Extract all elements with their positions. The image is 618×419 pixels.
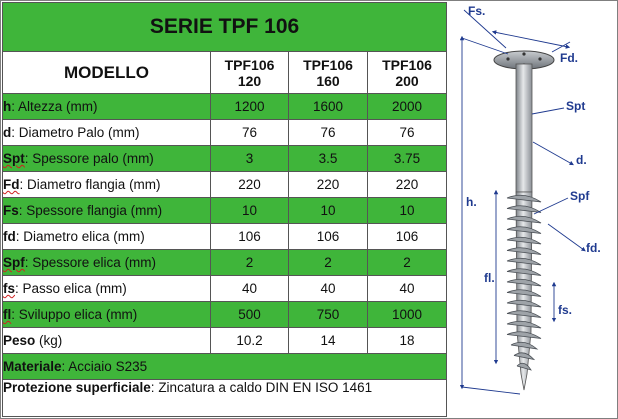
- model-header-line1: TPF106: [224, 56, 275, 73]
- h-extension-top: [462, 38, 508, 54]
- materiale-value: Acciaio S235: [68, 359, 148, 374]
- spec-label-cell: Spt: Spessore palo (mm): [3, 146, 211, 172]
- spec-label: Sviluppo elica (mm): [18, 307, 138, 322]
- pile-shaft: [516, 64, 532, 192]
- spec-row: [3, 328, 447, 354]
- spec-table: [2, 2, 447, 417]
- screw-pile-diagram: [448, 2, 616, 416]
- spec-value: 2: [289, 250, 368, 276]
- spec-abbr: Peso: [3, 333, 36, 348]
- spec-value: 106: [289, 224, 368, 250]
- spec-abbr: Spf: [3, 255, 25, 270]
- spec-label-cell: h: Altezza (mm): [3, 94, 211, 120]
- label-fd-helix: fd.: [586, 241, 601, 255]
- spec-abbr: fs: [3, 281, 16, 296]
- model-header-line2: 160: [316, 72, 340, 89]
- materiale-cell: Materiale: Acciaio S235: [3, 354, 447, 380]
- spec-value: 1000: [368, 302, 447, 328]
- spec-abbr: Fs: [3, 203, 19, 218]
- spec-label: Diametro flangia (mm): [27, 177, 161, 192]
- label-fl: fl.: [484, 271, 495, 285]
- spec-value: 10: [289, 198, 368, 224]
- spec-value: 40: [289, 276, 368, 302]
- label-fs-helix: fs.: [558, 303, 573, 317]
- spec-label-cell: Fs: Spessore flangia (mm): [3, 198, 211, 224]
- spec-value: 2000: [368, 94, 447, 120]
- modello-header: MODELLO: [3, 52, 211, 94]
- flange-hole: [538, 57, 541, 60]
- model-header: [368, 52, 447, 94]
- spec-label-cell: fs: Passo elica (mm): [3, 276, 211, 302]
- spec-value: 3.5: [289, 146, 368, 172]
- spec-abbr: fd: [3, 229, 16, 244]
- spec-abbr: d: [3, 125, 12, 140]
- spec-row: [3, 94, 447, 120]
- protezione-cell: Protezione superficiale: Zincatura a caldo DIN EN ISO 1461: [3, 380, 447, 417]
- spec-label-cell: d: Diametro Palo (mm): [3, 120, 211, 146]
- model-header-line1: TPF106: [303, 56, 353, 73]
- spec-value: 2: [211, 250, 289, 276]
- spec-label-cell: fl: Sviluppo elica (mm): [3, 302, 211, 328]
- spec-value: 3.75: [368, 146, 447, 172]
- spec-abbr: Spt: [3, 151, 25, 166]
- protezione-value: Zincatura a caldo DIN EN ISO 1461: [158, 380, 373, 395]
- spec-row: [3, 224, 447, 250]
- spec-value: 10.2: [211, 328, 289, 354]
- spec-label-cell: fd: Diametro elica (mm): [3, 224, 211, 250]
- protezione-label: Protezione superficiale: [3, 380, 151, 395]
- spec-value: 76: [368, 120, 447, 146]
- spec-abbr: fl: [3, 307, 12, 322]
- label-h: h.: [466, 195, 477, 209]
- spec-value: 1600: [289, 94, 368, 120]
- spec-label: Spessore flangia (mm): [26, 203, 163, 218]
- spec-value: 18: [368, 328, 447, 354]
- label-spt: Spt: [566, 99, 586, 113]
- label-spf: Spf: [570, 189, 590, 203]
- spec-row: [3, 146, 447, 172]
- spec-label: Passo elica (mm): [22, 281, 127, 296]
- d-leader: [533, 142, 572, 164]
- model-header: [289, 52, 368, 94]
- spec-abbr: h: [3, 99, 12, 114]
- fd-helix-leader: [548, 224, 584, 250]
- label-fd-top: Fd.: [560, 51, 578, 65]
- spec-value: 106: [211, 224, 289, 250]
- spec-value: 500: [211, 302, 289, 328]
- spec-value: 220: [368, 172, 447, 198]
- protezione-row: [3, 380, 447, 417]
- spec-row: [3, 172, 447, 198]
- spec-value: 750: [289, 302, 368, 328]
- spec-value: 10: [211, 198, 289, 224]
- spec-row: [3, 198, 447, 224]
- spec-label: (kg): [39, 333, 63, 348]
- materiale-label: Materiale: [3, 359, 62, 374]
- label-d: d.: [576, 153, 587, 167]
- spec-row: [3, 302, 447, 328]
- spec-value: 76: [211, 120, 289, 146]
- spec-label: Altezza (mm): [18, 99, 98, 114]
- spec-value: 1200: [211, 94, 289, 120]
- spt-leader: [532, 108, 564, 114]
- model-header-line1: TPF106: [382, 56, 432, 73]
- materiale-row: [3, 354, 447, 380]
- spec-value: 40: [368, 276, 447, 302]
- spec-row: [3, 120, 447, 146]
- h-extension-bottom: [462, 387, 520, 394]
- spec-abbr: Fd: [3, 177, 20, 192]
- spec-value: 220: [211, 172, 289, 198]
- flange-hole: [522, 52, 525, 55]
- spec-row: [3, 250, 447, 276]
- label-fs-top: Fs.: [468, 4, 486, 18]
- spec-value: 106: [368, 224, 447, 250]
- model-header: [211, 52, 289, 94]
- spec-label-cell: Spf: Spessore elica (mm): [3, 250, 211, 276]
- spec-value: 40: [211, 276, 289, 302]
- spec-label: Spessore palo (mm): [32, 151, 154, 166]
- spec-value: 2: [368, 250, 447, 276]
- model-header-line2: 200: [395, 72, 419, 89]
- spec-label-cell: Fd: Diametro flangia (mm): [3, 172, 211, 198]
- spec-label: Spessore elica (mm): [32, 255, 157, 270]
- fd-dimension-line: [494, 32, 568, 47]
- spec-value: 10: [368, 198, 447, 224]
- model-header-line2: 120: [237, 72, 262, 89]
- spec-label-cell: [3, 328, 211, 354]
- spec-label: Diametro Palo (mm): [18, 125, 140, 140]
- spec-row: [3, 276, 447, 302]
- spec-value: 14: [289, 328, 368, 354]
- table-title: SERIE TPF 106: [3, 3, 447, 52]
- spec-value: 3: [211, 146, 289, 172]
- header-row: [3, 52, 447, 94]
- spec-value: 76: [289, 120, 368, 146]
- spec-label: Diametro elica (mm): [23, 229, 145, 244]
- spec-value: 220: [289, 172, 368, 198]
- flange-hole: [506, 57, 509, 60]
